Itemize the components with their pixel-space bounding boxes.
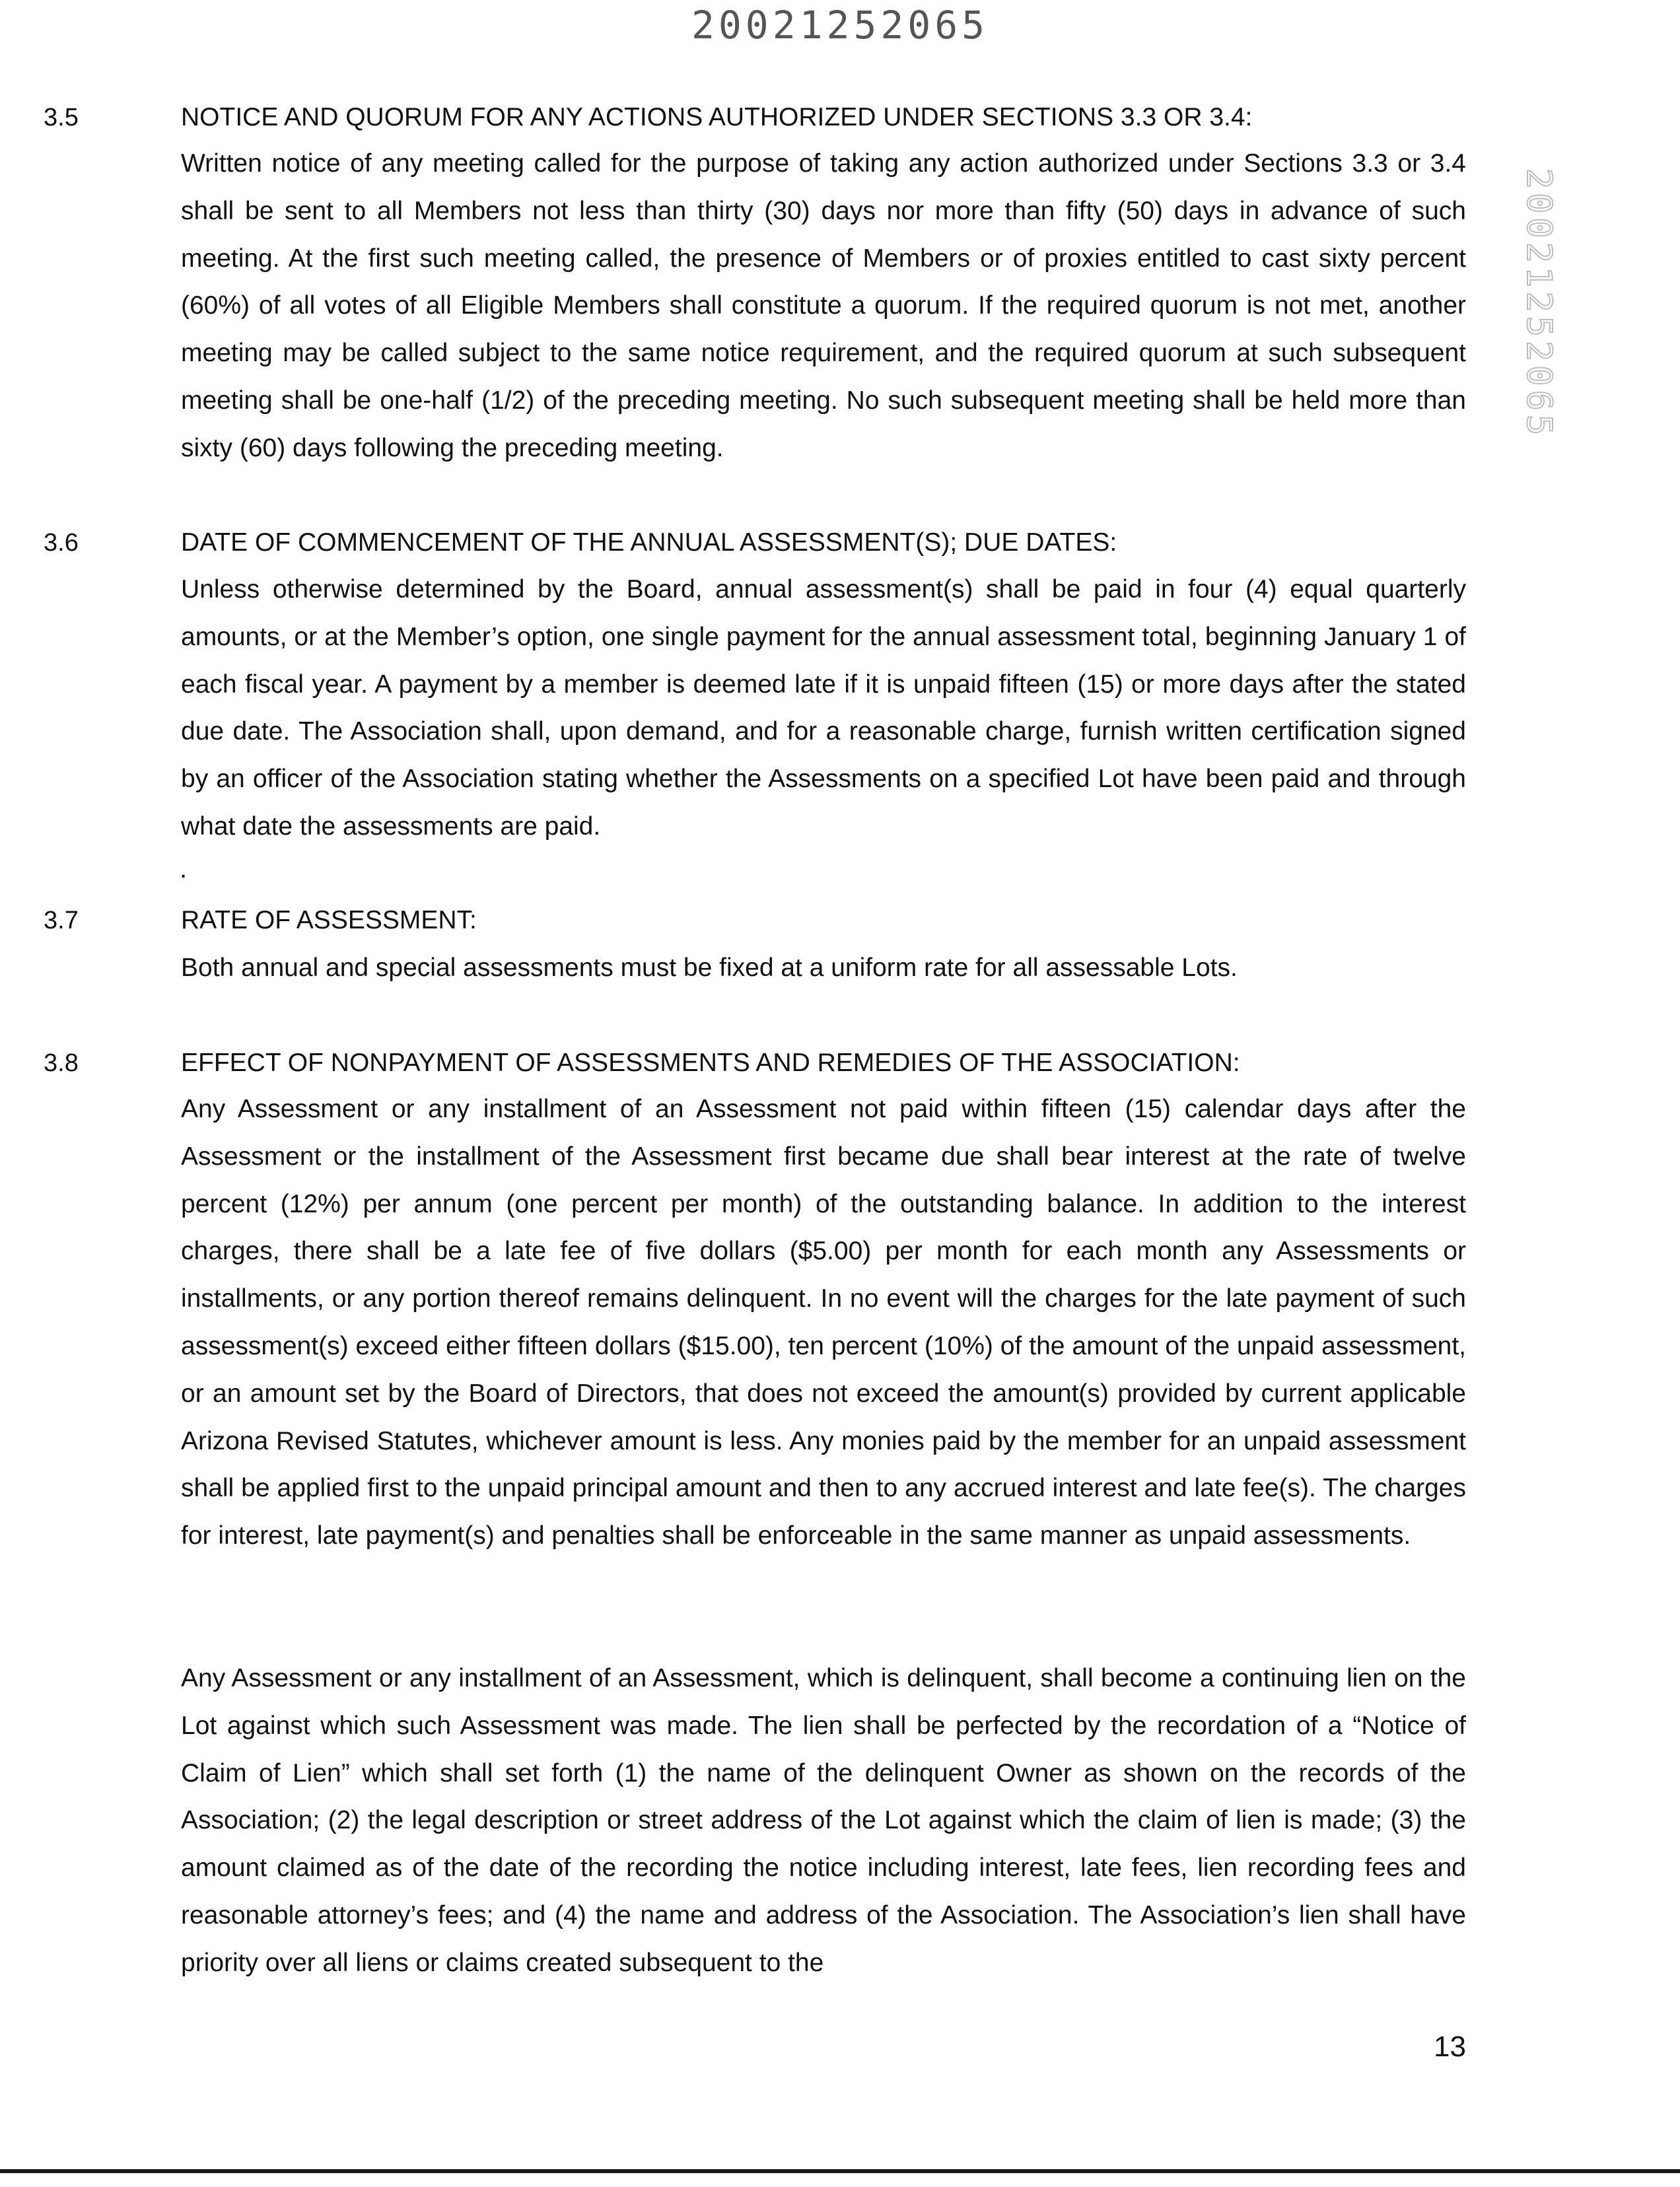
section-paragraph: Any Assessment or any installment of an Assessment, which is delinquent, shall become a continuing lien on the Lot against which such Assessment was made. The lien shall be perfected by the recordation of a “Notice of Claim of Lien” which shall set forth (1) the name of the delinquent Owner as shown on the records of the Association; (2) the legal description or street address of the Lot against which the claim of lien is made; (3) the amount claimed as of the date of the recording the notice including interest, late fees, lien recording fees and reasonable attorney’s fees; and (4) the name and address of the Association. The Association’s lien shall have priority over all liens or claims created subsequent to the: [181, 1664, 1466, 1977]
section-paragraph: Any Assessment or any installment of an Assessment not paid within fifteen (15) calendar days after the Assessment or the installment of the Assessment first became due shall bear interest at the rate of twelve percent (12%) per annum (one percent per month) of the outstanding balance. In addition to the interest charges, there shall be a late fee of five dollars ($5.00) per month for each month any Assessments or installments, or any portion thereof remains delinquent. In no event will the charges for the late payment of such assessment(s) exceed either fifteen dollars ($15.00), ten percent (10%) of the amount of the unpaid assessment, or an amount set by the Board of Directors, that does not exceed the amount(s) provided by current applicable Arizona Revised Statutes, whichever amount is less. Any monies paid by the member for an unpaid assessment shall be applied first to the unpaid principal amount and then to any accrued interest and late fee(s). The charges for interest, late payment(s) and penalties shall be enforceable in the same manner as unpaid assessments.: [181, 1095, 1466, 1550]
side-stamp-text: 20021252065: [1519, 168, 1558, 440]
section-number: 3.8: [44, 1049, 79, 1077]
bottom-rule: [0, 2169, 1680, 2173]
section-paragraph: Written notice of any meeting called for the purpose of taking any action authorized under Sections 3.3 or 3.4 shall be sent to all Members not less than thirty (30) days nor more than fifty (50) days in advance of such meeting. At the first such meeting called, the presence of Members or of proxies entitled to cast sixty percent (60%) of all votes of all Eligible Members shall constitute a quorum. If the required quorum is not met, another meeting may be called subject to the same notice requirement, and the required quorum at such subsequent meeting shall be one-half (1/2) of the preceding meeting. No such subsequent meeting shall be held more than sixty (60) days following the preceding meeting.: [181, 149, 1466, 462]
section-number: 3.6: [44, 529, 79, 557]
section-title: EFFECT OF NONPAYMENT OF ASSESSMENTS AND REMEDIES OF THE ASSOCIATION:: [181, 1049, 1240, 1077]
page-number: 13: [1434, 2031, 1466, 2063]
section-paragraph: Both annual and special assessments must be fixed at a uniform rate for all assessable Lots.: [181, 954, 1238, 982]
stray-mark: .: [180, 854, 188, 884]
section-title: NOTICE AND QUORUM FOR ANY ACTIONS AUTHORIZED UNDER SECTIONS 3.3 OR 3.4:: [181, 103, 1253, 131]
recording-number: 20021252065: [691, 3, 989, 48]
section-title: DATE OF COMMENCEMENT OF THE ANNUAL ASSESSMENT(S); DUE DATES:: [181, 528, 1117, 557]
side-recording-stamp: [1519, 168, 1558, 440]
section-number: 3.5: [44, 104, 79, 131]
section-title: RATE OF ASSESSMENT:: [181, 906, 477, 934]
section-number: 3.7: [44, 907, 79, 934]
section-paragraph: Unless otherwise determined by the Board, annual assessment(s) shall be paid in four (4) equal quarterly amounts, or at the Member’s option, one single payment for the annual assessment total, beginning January 1 of each fiscal year. A payment by a member is deemed late if it is unpaid fifteen (15) or more days after the stated due date. The Association shall, upon demand, and for a reasonable charge, furnish written certification signed by an officer of the Association stating whether the Assessments on a specified Lot have been paid and through what date the assessments are paid.: [181, 575, 1466, 841]
